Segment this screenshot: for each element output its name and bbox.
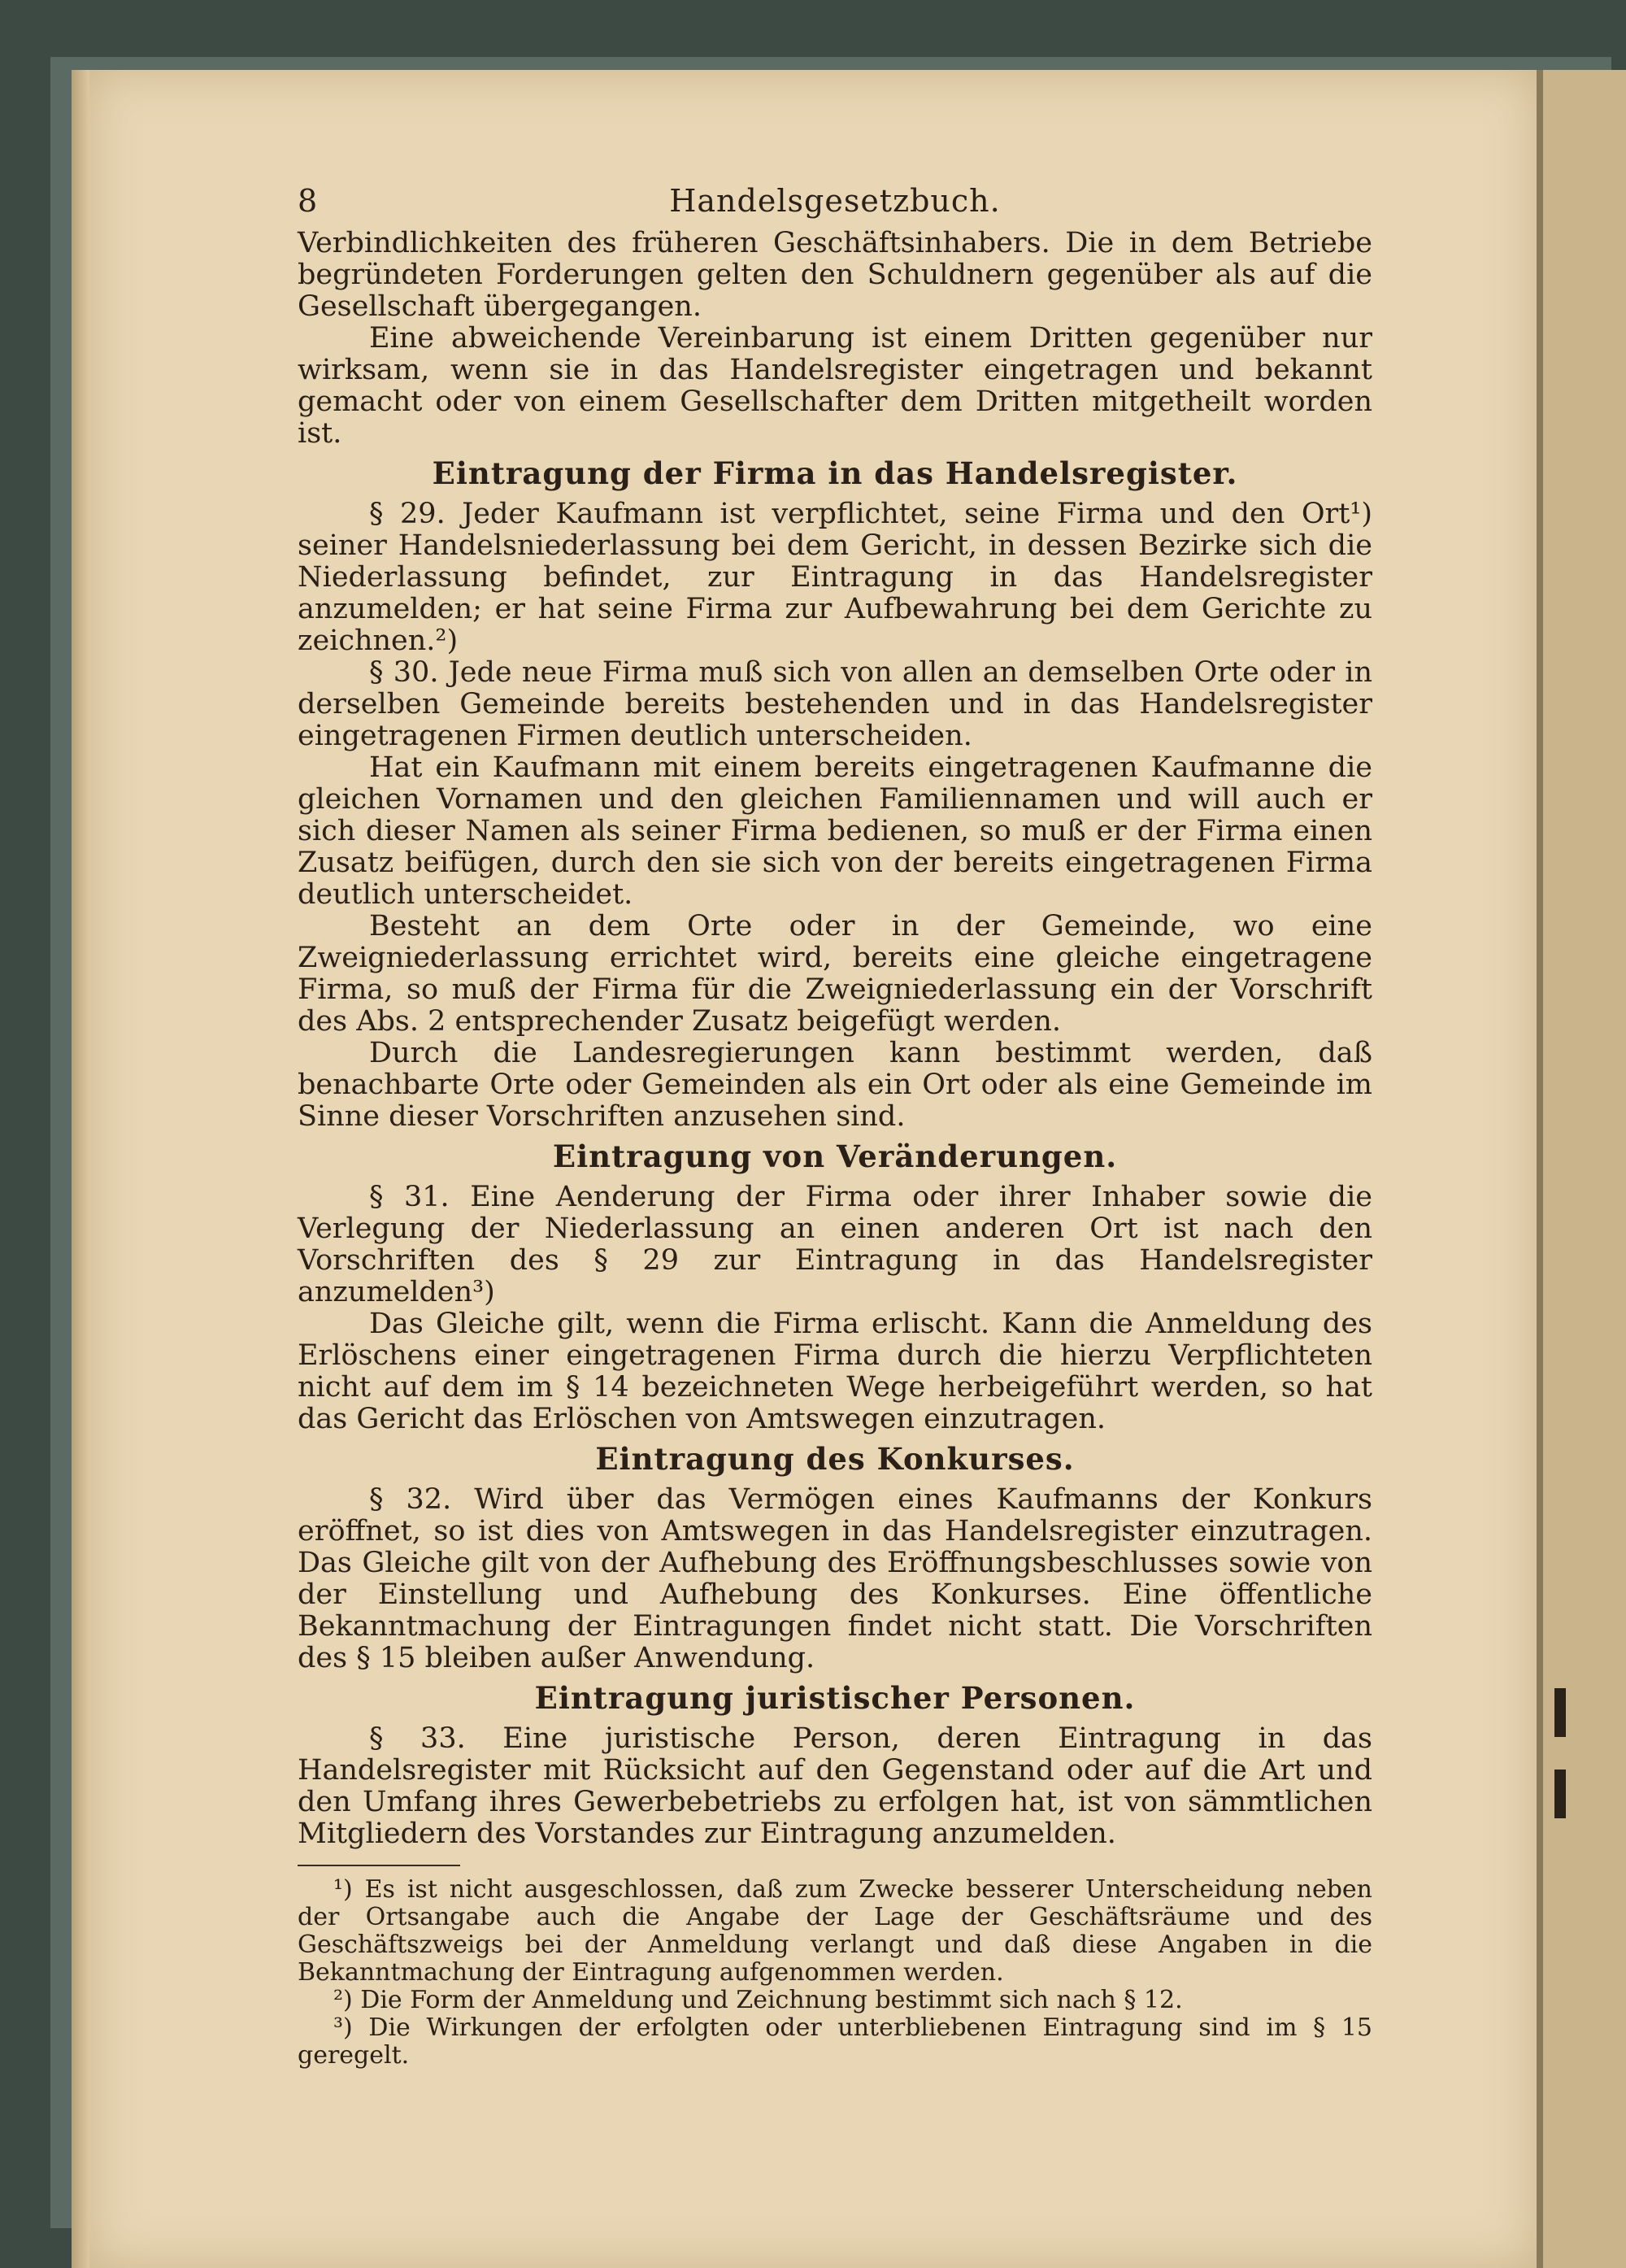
paragraph: Besteht an dem Orte oder in der Gemeinde, wo eine Zweigniederlassung errichtet wird, bereits eine gleiche eingetragene Firma, so muß der Firma für die Zweigniederlassung ein der Vorschrift des Abs. 2 entsprechender Zusatz beigefügt werden. [298,910,1372,1038]
section-heading: Eintragung der Firma in das Handelsregister. [432,455,1238,491]
ink-mark [1554,1770,1566,1818]
footnote-2: ²) Die Form der Anmeldung und Zeichnung bestimmt sich nach § 12. [333,1986,1183,2014]
paragraph-section-31: § 31. Eine Aenderung der Firma oder ihrer Inhaber sowie die Verlegung der Niederlassung an einen anderen Ort ist nach den Vorschriften des § 29 zur Eintragung in das Handelsregister anzumelden³) [298,1181,1372,1308]
footnote-divider [298,1865,460,1866]
ink-mark [1554,1688,1566,1737]
page-text [298,179,1372,2070]
paragraph-section-30: § 30. Jede neue Firma muß sich von allen an demselben Orte oder in derselben Gemeinde bereits bestehenden und in das Handelsregister eingetragenen Firmen deutlich unterscheiden. [298,656,1372,752]
section-heading: Eintragung juristischer Personen. [534,1680,1136,1716]
next-page-edge [1537,70,1626,2268]
page-number: 8 [298,183,318,219]
paragraph-section-29: § 29. Jeder Kaufmann ist verpflichtet, seine Firma und den Ort¹) seiner Handelsniederlassung bei dem Gericht, in dessen Bezirke sich die Niederlassung befindet, zur Eintragung in das Handelsregister anzumelden; er hat seine Firma zur Aufbewahrung bei dem Gerichte zu zeichnen.²) [298,498,1372,657]
section-heading: Eintragung des Konkurses. [595,1441,1075,1477]
paragraph-section-32: § 32. Wird über das Vermögen eines Kaufmanns der Konkurs eröffnet, so ist dies von Amtswegen in das Handelsregister einzutragen. Das Gleiche gilt von der Aufhebung des Eröffnungsbeschlusses sowie von der Einstellung und Aufhebung des Konkurses. Eine öffentliche Bekanntmachung der Eintragungen findet nicht statt. Die Vorschriften des § 15 bleiben außer Anwendung. [298,1483,1372,1674]
paragraph: Das Gleiche gilt, wenn die Firma erlischt. Kann die Anmeldung des Erlöschens einer eingetragenen Firma durch die hierzu Verpflichteten nicht auf dem im § 14 bezeichneten Wege herbeigeführt werden, so hat das Gericht das Erlöschen von Amtswegen einzutragen. [298,1308,1372,1435]
paragraph: Durch die Landesregierungen kann bestimmt werden, daß benachbarte Orte oder Gemeinden als ein Ort oder als eine Gemeinde im Sinne dieser Vorschriften anzusehen sind. [298,1037,1372,1133]
paragraph: Eine abweichende Vereinbarung ist einem Dritten gegenüber nur wirksam, wenn sie in das Handelsregister eingetragen und bekannt gemacht oder von einem Gesellschafter dem Dritten mitgetheilt worden ist. [298,322,1372,450]
section-heading: Eintragung von Veränderungen. [552,1138,1118,1174]
page-gutter [72,70,89,2268]
footnote-3: ³) Die Wirkungen der erfolgten oder unterbliebenen Eintragung sind im § 15 geregelt. [298,2013,1372,2070]
paragraph: Verbindlichkeiten des früheren Geschäftsinhabers. Die in dem Betriebe begründeten Forderungen gelten den Schuldnern gegenüber als auf die Gesellschaft übergegangen. [298,227,1372,323]
paragraph-section-33: § 33. Eine juristische Person, deren Eintragung in das Handelsregister mit Rücksicht auf den Gegenstand oder auf die Art und den Umfang ihres Gewerbebetriebs zu erfolgen hat, ist von sämmtlichen Mitgliedern des Vorstandes zur Eintragung anzumelden. [298,1722,1372,1850]
running-header [298,179,1372,228]
running-title: Handelsgesetzbuch. [669,183,1001,219]
paragraph: Hat ein Kaufmann mit einem bereits eingetragenen Kaufmanne die gleichen Vornamen und den gleichen Familiennamen und will auch er sich dieser Namen als seiner Firma bedienen, so muß er der Firma einen Zusatz beifügen, durch den sie sich von der bereits eingetragenen Firma deutlich unterscheidet. [298,751,1372,911]
footnote-1: ¹) Es ist nicht ausgeschlossen, daß zum Zwecke besserer Unterscheidung neben der Ortsangabe auch die Angabe der Lage der Geschäftsräume und des Geschäftszweigs bei der Anmeldung verlangt und daß diese Angaben in die Bekanntmachung der Eintragung aufgenommen werden. [298,1875,1372,1987]
